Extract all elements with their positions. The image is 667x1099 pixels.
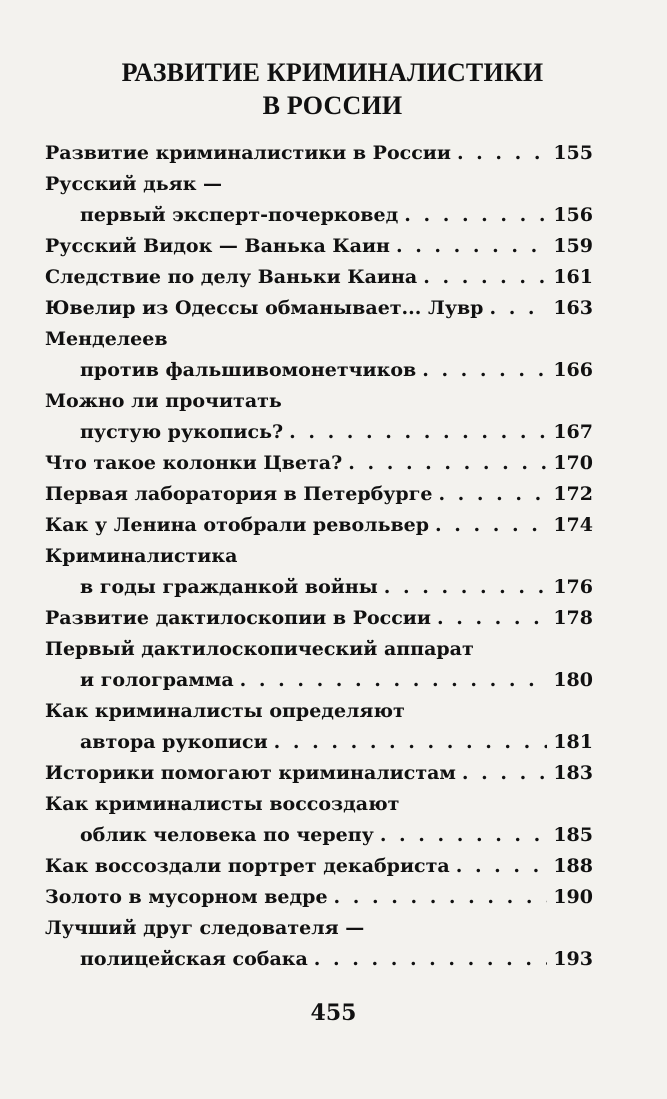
toc-entry-continuation (45, 204, 593, 235)
toc-entry-page: 156 (553, 204, 593, 226)
toc-entry-page: 167 (553, 421, 593, 443)
toc-entry-title: Развитие криминалистики в России (45, 142, 451, 164)
dot-leader (334, 886, 548, 908)
toc-entry-page: 178 (553, 607, 593, 629)
toc-entry-title: Как воссоздали портрет декабриста (45, 855, 450, 877)
dot-leader (456, 855, 548, 877)
toc-entry (45, 607, 593, 638)
toc-entry-page: 193 (553, 948, 593, 970)
dot-leader (348, 452, 547, 474)
dot-leader (274, 731, 548, 753)
toc-entry-continuation (45, 824, 593, 855)
toc-entry (45, 390, 593, 421)
toc-entry (45, 886, 593, 917)
dot-leader (438, 483, 547, 505)
dot-leader (314, 948, 548, 970)
toc-entry-title: Как у Ленина отобрали револьвер (45, 514, 430, 536)
toc-entry-title: Первая лаборатория в Петербурге (45, 483, 433, 505)
dot-leader (462, 762, 547, 784)
dot-leader (289, 421, 547, 443)
toc-entry-title: пустую рукопись? (80, 421, 284, 443)
dot-leader (380, 824, 548, 846)
toc-entry-page: 183 (553, 762, 593, 784)
dot-leader (435, 514, 547, 536)
toc-entry-continuation (45, 948, 593, 979)
dot-leader (423, 266, 547, 288)
toc-entry-page: 188 (553, 855, 593, 877)
dot-leader (240, 669, 548, 691)
toc-entry (45, 762, 593, 793)
toc-entry (45, 235, 593, 266)
toc-entry-page: 180 (553, 669, 593, 691)
toc-entry-title: Русский дьяк — (45, 173, 223, 195)
toc-entry-title: Лучший друг следователя — (45, 917, 365, 939)
page-number: 455 (310, 1000, 357, 1026)
toc-entry (45, 266, 593, 297)
toc-entry-page: 155 (553, 142, 593, 164)
toc-entry-page: 174 (553, 514, 593, 536)
toc-entry-title: полицейская собака (80, 948, 308, 970)
dot-leader (404, 204, 547, 226)
toc-entry-page: 185 (553, 824, 593, 846)
toc-entry-title: Русский Видок — Ванька Каин (45, 235, 390, 257)
toc-entry (45, 793, 593, 824)
toc-entry-title: Следствие по делу Ваньки Каина (45, 266, 418, 288)
toc-entry-title: Что такое колонки Цвета? (45, 452, 343, 474)
toc-entry-title: Ювелир из Одессы обманывает... Лувр (45, 297, 484, 319)
toc-entry-page: 172 (553, 483, 593, 505)
toc-entry-page: 166 (553, 359, 593, 381)
toc-entry-title: Криминалистика (45, 545, 238, 567)
dot-leader (396, 235, 547, 257)
toc-entry (45, 328, 593, 359)
toc-entry (45, 483, 593, 514)
toc-entry-page: 170 (553, 452, 593, 474)
toc-entry-title: Первый дактилоскопический аппарат (45, 638, 474, 660)
toc-entry-page: 163 (553, 297, 593, 319)
dot-leader (489, 297, 547, 319)
toc-entry-title: против фальшивомонетчиков (80, 359, 417, 381)
toc-entry-title: Развитие дактилоскопии в России (45, 607, 431, 629)
toc-entry-page: 159 (553, 235, 593, 257)
toc-entry-continuation (45, 421, 593, 452)
toc-entry-continuation (45, 669, 593, 700)
toc-entry-page: 181 (553, 731, 593, 753)
table-of-contents (45, 142, 593, 979)
toc-entry-title: Историки помогают криминалистам (45, 762, 456, 784)
toc-entry-title: и голограмма (80, 669, 234, 691)
toc-entry-title: в годы гражданкой войны (80, 576, 378, 598)
toc-entry-page: 190 (553, 886, 593, 908)
toc-entry-page: 176 (553, 576, 593, 598)
toc-entry-page: 161 (553, 266, 593, 288)
toc-entry-title: Золото в мусорном ведре (45, 886, 328, 908)
toc-entry (45, 855, 593, 886)
toc-entry (45, 638, 593, 669)
toc-entry (45, 452, 593, 483)
toc-entry (45, 142, 593, 173)
toc-entry-title: автора рукописи (80, 731, 268, 753)
section-title-line-2: В РОССИИ (262, 91, 403, 120)
toc-entry (45, 173, 593, 204)
section-title-line-1: РАЗВИТИЕ КРИМИНАЛИСТИКИ (121, 58, 544, 87)
dot-leader (437, 607, 547, 629)
toc-entry (45, 700, 593, 731)
toc-entry-continuation (45, 731, 593, 762)
dot-leader (457, 142, 547, 164)
toc-entry-title: Как криминалисты воссоздают (45, 793, 400, 815)
toc-entry-title: Можно ли прочитать (45, 390, 282, 412)
dot-leader (422, 359, 547, 381)
toc-entry (45, 297, 593, 328)
toc-entry (45, 514, 593, 545)
toc-entry-title: Как криминалисты определяют (45, 700, 405, 722)
toc-entry-title: первый эксперт-почерковед (80, 204, 399, 226)
toc-entry-continuation (45, 359, 593, 390)
toc-entry-continuation (45, 576, 593, 607)
toc-entry-title: Менделеев (45, 328, 168, 350)
toc-entry (45, 917, 593, 948)
toc-entry-title: облик человека по черепу (80, 824, 374, 846)
toc-entry (45, 545, 593, 576)
dot-leader (384, 576, 548, 598)
